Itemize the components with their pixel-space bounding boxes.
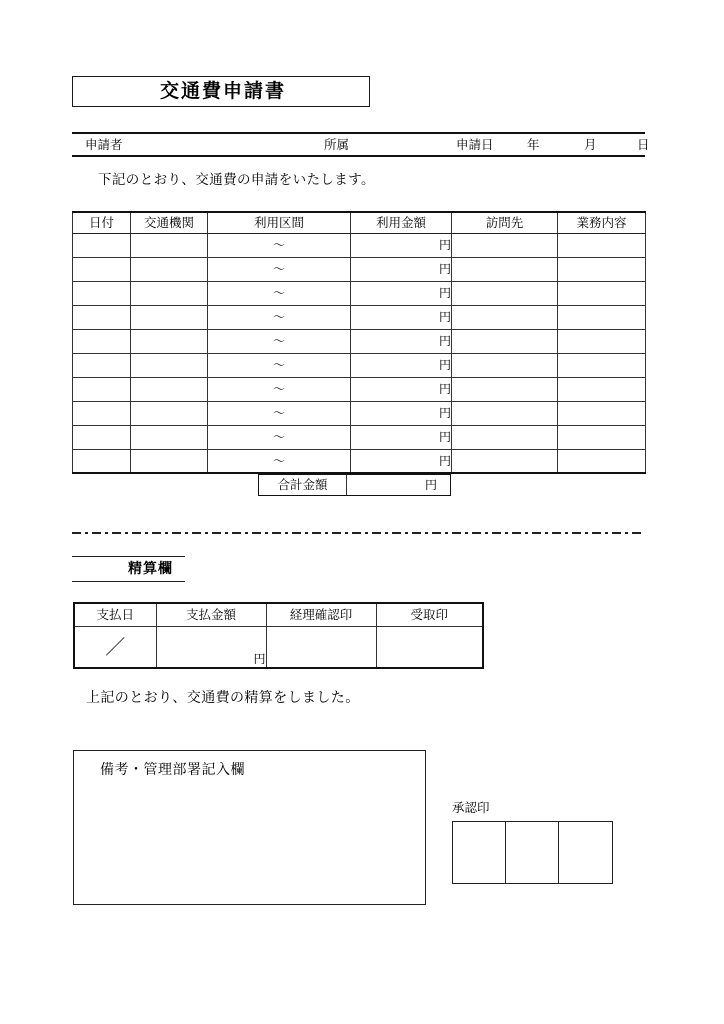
cell-business[interactable]: [558, 377, 646, 401]
remarks-box[interactable]: [73, 750, 426, 905]
settlement-table-body: [74, 626, 483, 668]
cell-date[interactable]: [73, 449, 131, 473]
cell-date[interactable]: [73, 377, 131, 401]
cell-transport[interactable]: [131, 353, 208, 377]
payment-date-cell[interactable]: [74, 626, 156, 668]
table-row: [73, 329, 646, 353]
date-slash-mark: ／: [105, 634, 126, 659]
accounting-seal-cell[interactable]: [266, 626, 376, 668]
cell-destination[interactable]: [452, 281, 558, 305]
cell-transport[interactable]: [131, 425, 208, 449]
cell-destination[interactable]: [452, 305, 558, 329]
cell-destination[interactable]: [452, 377, 558, 401]
settlement-statement: 上記のとおり、交通費の精算をしました。: [86, 690, 360, 706]
cell-route[interactable]: ～: [208, 329, 351, 353]
table-row: [73, 305, 646, 329]
cell-amount[interactable]: 円: [351, 449, 452, 473]
cell-transport[interactable]: [131, 305, 208, 329]
cell-date[interactable]: [73, 281, 131, 305]
cell-date[interactable]: [73, 329, 131, 353]
cell-destination[interactable]: [452, 353, 558, 377]
expense-table: [72, 211, 646, 474]
column-header-payment-date: 支払日: [74, 603, 156, 626]
total-amount-value[interactable]: 円: [424, 478, 437, 492]
cell-destination[interactable]: [452, 329, 558, 353]
cell-amount[interactable]: 円: [351, 281, 452, 305]
cell-destination[interactable]: [452, 425, 558, 449]
page-title: 交通費申請書: [159, 80, 286, 102]
applicant-label: 申請者: [85, 136, 123, 152]
column-header-destination: 訪問先: [452, 212, 558, 233]
application-date-label: 申請日: [456, 136, 494, 152]
cell-destination[interactable]: [452, 233, 558, 257]
settlement-header-row: [74, 603, 483, 626]
cell-amount[interactable]: 円: [351, 425, 452, 449]
cell-transport[interactable]: [131, 377, 208, 401]
cell-amount[interactable]: 円: [351, 305, 452, 329]
cell-amount[interactable]: 円: [351, 233, 452, 257]
applicant-header-row: [72, 132, 650, 157]
cell-route[interactable]: ～: [208, 401, 351, 425]
cell-business[interactable]: [558, 353, 646, 377]
table-row: [73, 281, 646, 305]
settlement-table-head: [74, 603, 483, 626]
cut-line-divider: [72, 532, 645, 534]
column-header-date: 日付: [73, 212, 131, 233]
month-label: 月: [584, 136, 597, 152]
cell-transport[interactable]: [131, 329, 208, 353]
cell-amount[interactable]: 円: [351, 329, 452, 353]
settlement-table: [73, 602, 484, 669]
approval-stamp-boxes: [452, 821, 613, 884]
settlement-section-heading: [72, 556, 185, 582]
column-header-route: 利用区間: [208, 212, 351, 233]
cell-route[interactable]: ～: [208, 233, 351, 257]
remarks-label: 備考・管理部署記入欄: [100, 762, 245, 778]
cell-amount[interactable]: 円: [351, 353, 452, 377]
cell-transport[interactable]: [131, 233, 208, 257]
year-label: 年: [527, 136, 540, 152]
column-header-receipt-seal: 受取印: [376, 603, 483, 626]
cell-destination[interactable]: [452, 449, 558, 473]
intro-statement: 下記のとおり、交通費の申請をいたします。: [98, 172, 375, 188]
cell-date[interactable]: [73, 401, 131, 425]
cell-route[interactable]: ～: [208, 449, 351, 473]
cell-amount[interactable]: 円: [351, 377, 452, 401]
cell-route[interactable]: ～: [208, 281, 351, 305]
cell-destination[interactable]: [452, 401, 558, 425]
cell-route[interactable]: ～: [208, 353, 351, 377]
cell-business[interactable]: [558, 401, 646, 425]
cell-business[interactable]: [558, 329, 646, 353]
table-row: [73, 257, 646, 281]
cell-transport[interactable]: [131, 281, 208, 305]
approval-stamp-cell[interactable]: [506, 822, 559, 883]
column-header-amount: 利用金額: [351, 212, 452, 233]
table-row: [73, 377, 646, 401]
cell-business[interactable]: [558, 233, 646, 257]
table-row: [73, 401, 646, 425]
column-header-transport: 交通機関: [131, 212, 208, 233]
column-header-payment-amount: 支払金額: [156, 603, 266, 626]
document-title-box: [72, 76, 370, 107]
total-amount-row: [258, 474, 451, 496]
table-row: [73, 353, 646, 377]
cell-date[interactable]: [73, 305, 131, 329]
settlement-row: [74, 626, 483, 668]
cell-amount[interactable]: 円: [351, 257, 452, 281]
payment-amount-cell[interactable]: 円: [156, 626, 266, 668]
cell-transport[interactable]: [131, 257, 208, 281]
cell-route[interactable]: ～: [208, 377, 351, 401]
expense-table-head: [73, 212, 646, 233]
cell-business[interactable]: [558, 425, 646, 449]
cell-date[interactable]: [73, 257, 131, 281]
cell-transport[interactable]: [131, 401, 208, 425]
table-row: [73, 425, 646, 449]
day-label: 日: [637, 136, 650, 152]
approval-stamp-cell[interactable]: [453, 822, 506, 883]
column-header-business: 業務内容: [558, 212, 646, 233]
table-row: [73, 449, 646, 473]
total-amount-label: 合計金額: [259, 475, 347, 495]
cell-business[interactable]: [558, 281, 646, 305]
cell-transport[interactable]: [131, 449, 208, 473]
cell-route[interactable]: ～: [208, 257, 351, 281]
department-label: 所属: [324, 136, 350, 152]
cell-date[interactable]: [73, 425, 131, 449]
approval-stamp-cell[interactable]: [559, 822, 612, 883]
expense-table-body: [73, 233, 646, 473]
receipt-seal-cell[interactable]: [376, 626, 483, 668]
column-header-accounting-seal: 経理確認印: [266, 603, 376, 626]
cell-route[interactable]: ～: [208, 305, 351, 329]
expense-table-header-row: [73, 212, 646, 233]
table-row: [73, 233, 646, 257]
cell-business[interactable]: [558, 257, 646, 281]
cell-amount[interactable]: 円: [351, 401, 452, 425]
cell-business[interactable]: [558, 449, 646, 473]
settlement-heading-text: 精算欄: [128, 561, 173, 577]
cell-destination[interactable]: [452, 257, 558, 281]
cell-date[interactable]: [73, 353, 131, 377]
cell-route[interactable]: ～: [208, 425, 351, 449]
cell-date[interactable]: [73, 233, 131, 257]
cell-business[interactable]: [558, 305, 646, 329]
approval-stamp-label: 承認印: [452, 800, 490, 815]
